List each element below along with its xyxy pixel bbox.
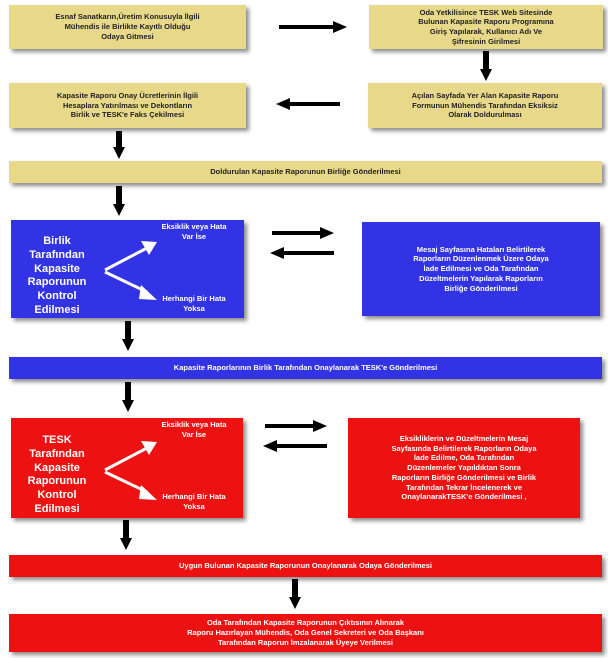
down-arrow-icon (112, 186, 126, 218)
step-5-text: Doldurulan Kapasite Raporunun Birliğe Gönderilmesi (210, 167, 401, 177)
step-8-box (11, 418, 243, 518)
down-arrow-icon (288, 579, 302, 611)
right-arrow-icon (279, 20, 349, 34)
left-arrow-icon (276, 97, 342, 111)
step-6-branch-error: Eksiklik veya Hata Var İse (161, 222, 227, 241)
step-6-branch-ok: Herhangi Bir Hata Yoksa (162, 294, 226, 313)
step-2-text: Oda Yetkilisince TESK Web Sitesinde Bulunan Kapasite Raporu Programına Giriş Yapılarak, Kullanıcı Adı Ve Şifresinin Girilmesi (418, 7, 554, 46)
step-3-box (368, 83, 602, 128)
step-8-branch-error: Eksiklik veya Hata Var İse (161, 420, 227, 439)
step-6-box (11, 220, 244, 318)
down-arrow-icon (121, 321, 135, 353)
step-6-side-text: Mesaj Sayfasına Hataları Belirtilerek Raporların Düzenlenmek Üzere Odaya İade Edilmesi ve Oda Tarafından Düzeltmelerin Yapılarak Raporların Birliğe Gönderilmesi (413, 244, 549, 293)
step-7-box (9, 357, 602, 379)
step-6-title: Birlik Tarafından Kapasite Raporunun Kontrol Edilmesi (27, 235, 87, 316)
step-5-box (9, 161, 602, 183)
down-arrow-icon (121, 382, 135, 414)
step-2-box (369, 5, 603, 49)
step-4-box (9, 83, 246, 128)
step-10-text: Oda Tarafından Kapasite Raporunun Çıktısının Alınarak Raporu Hazırlayan Mühendis, Oda Genel Sekreteri ve Oda Başkanı Tarafından Raporun İmzalanarak Üyeye Verilmesi (187, 618, 424, 647)
step-9-text: Uygun Bulunan Kapasite Raporunun Onaylanarak Odaya Gönderilmesi (179, 561, 432, 571)
exchange-arrows-icon (263, 418, 329, 454)
step-1-box (9, 5, 246, 49)
step-3-text: Açılan Sayfada Yer Alan Kapasite Raporu Formunun Mühendis Tarafından Eksiksiz Olarak Doldurulması (411, 90, 559, 120)
step-6-side-box (362, 222, 600, 316)
down-arrow-icon (119, 520, 133, 552)
step-8-branch-ok: Herhangi Bir Hata Yoksa (162, 492, 226, 511)
exchange-arrows-icon (270, 225, 336, 261)
step-8-side-text: Eksikliklerin ve Düzeltmelerin Mesaj Sayfasında Belirtilerek Raporların Odaya İade Edilme, Oda Tarafından Düzenlemeler Yapıldıktan Sonra Raporların Birliğe Gönderilmesi ve Birlik Tarafından Tekrar İncelenerek ve OnaylanarakTESK'e Gönderilmesi , (391, 433, 537, 502)
step-9-box (9, 555, 602, 577)
step-1-text: Esnaf Sanatkarın,Üretim Konusuyla İlgili Mühendis ile Birlikte Kayıtlı Olduğu Odaya Gitmesi (55, 12, 200, 41)
down-arrow-icon (112, 131, 126, 161)
step-10-box (9, 614, 602, 652)
step-4-text: Kapasite Raporu Onay Ücretlerinin İlgili Hesaplara Yatırılması ve Dekontların Birlik ve TESK'e Faks Çekilmesi (56, 90, 199, 120)
step-8-side-box (348, 418, 580, 518)
step-8-title: TESK Tarafından Kapasite Raporunun Kontrol Edilmesi (27, 434, 87, 515)
step-7-text: Kapasite Raporlarının Birlik Tarafından Onaylanarak TESK'e Gönderilmesi (173, 363, 438, 373)
down-arrow-icon (479, 51, 493, 83)
